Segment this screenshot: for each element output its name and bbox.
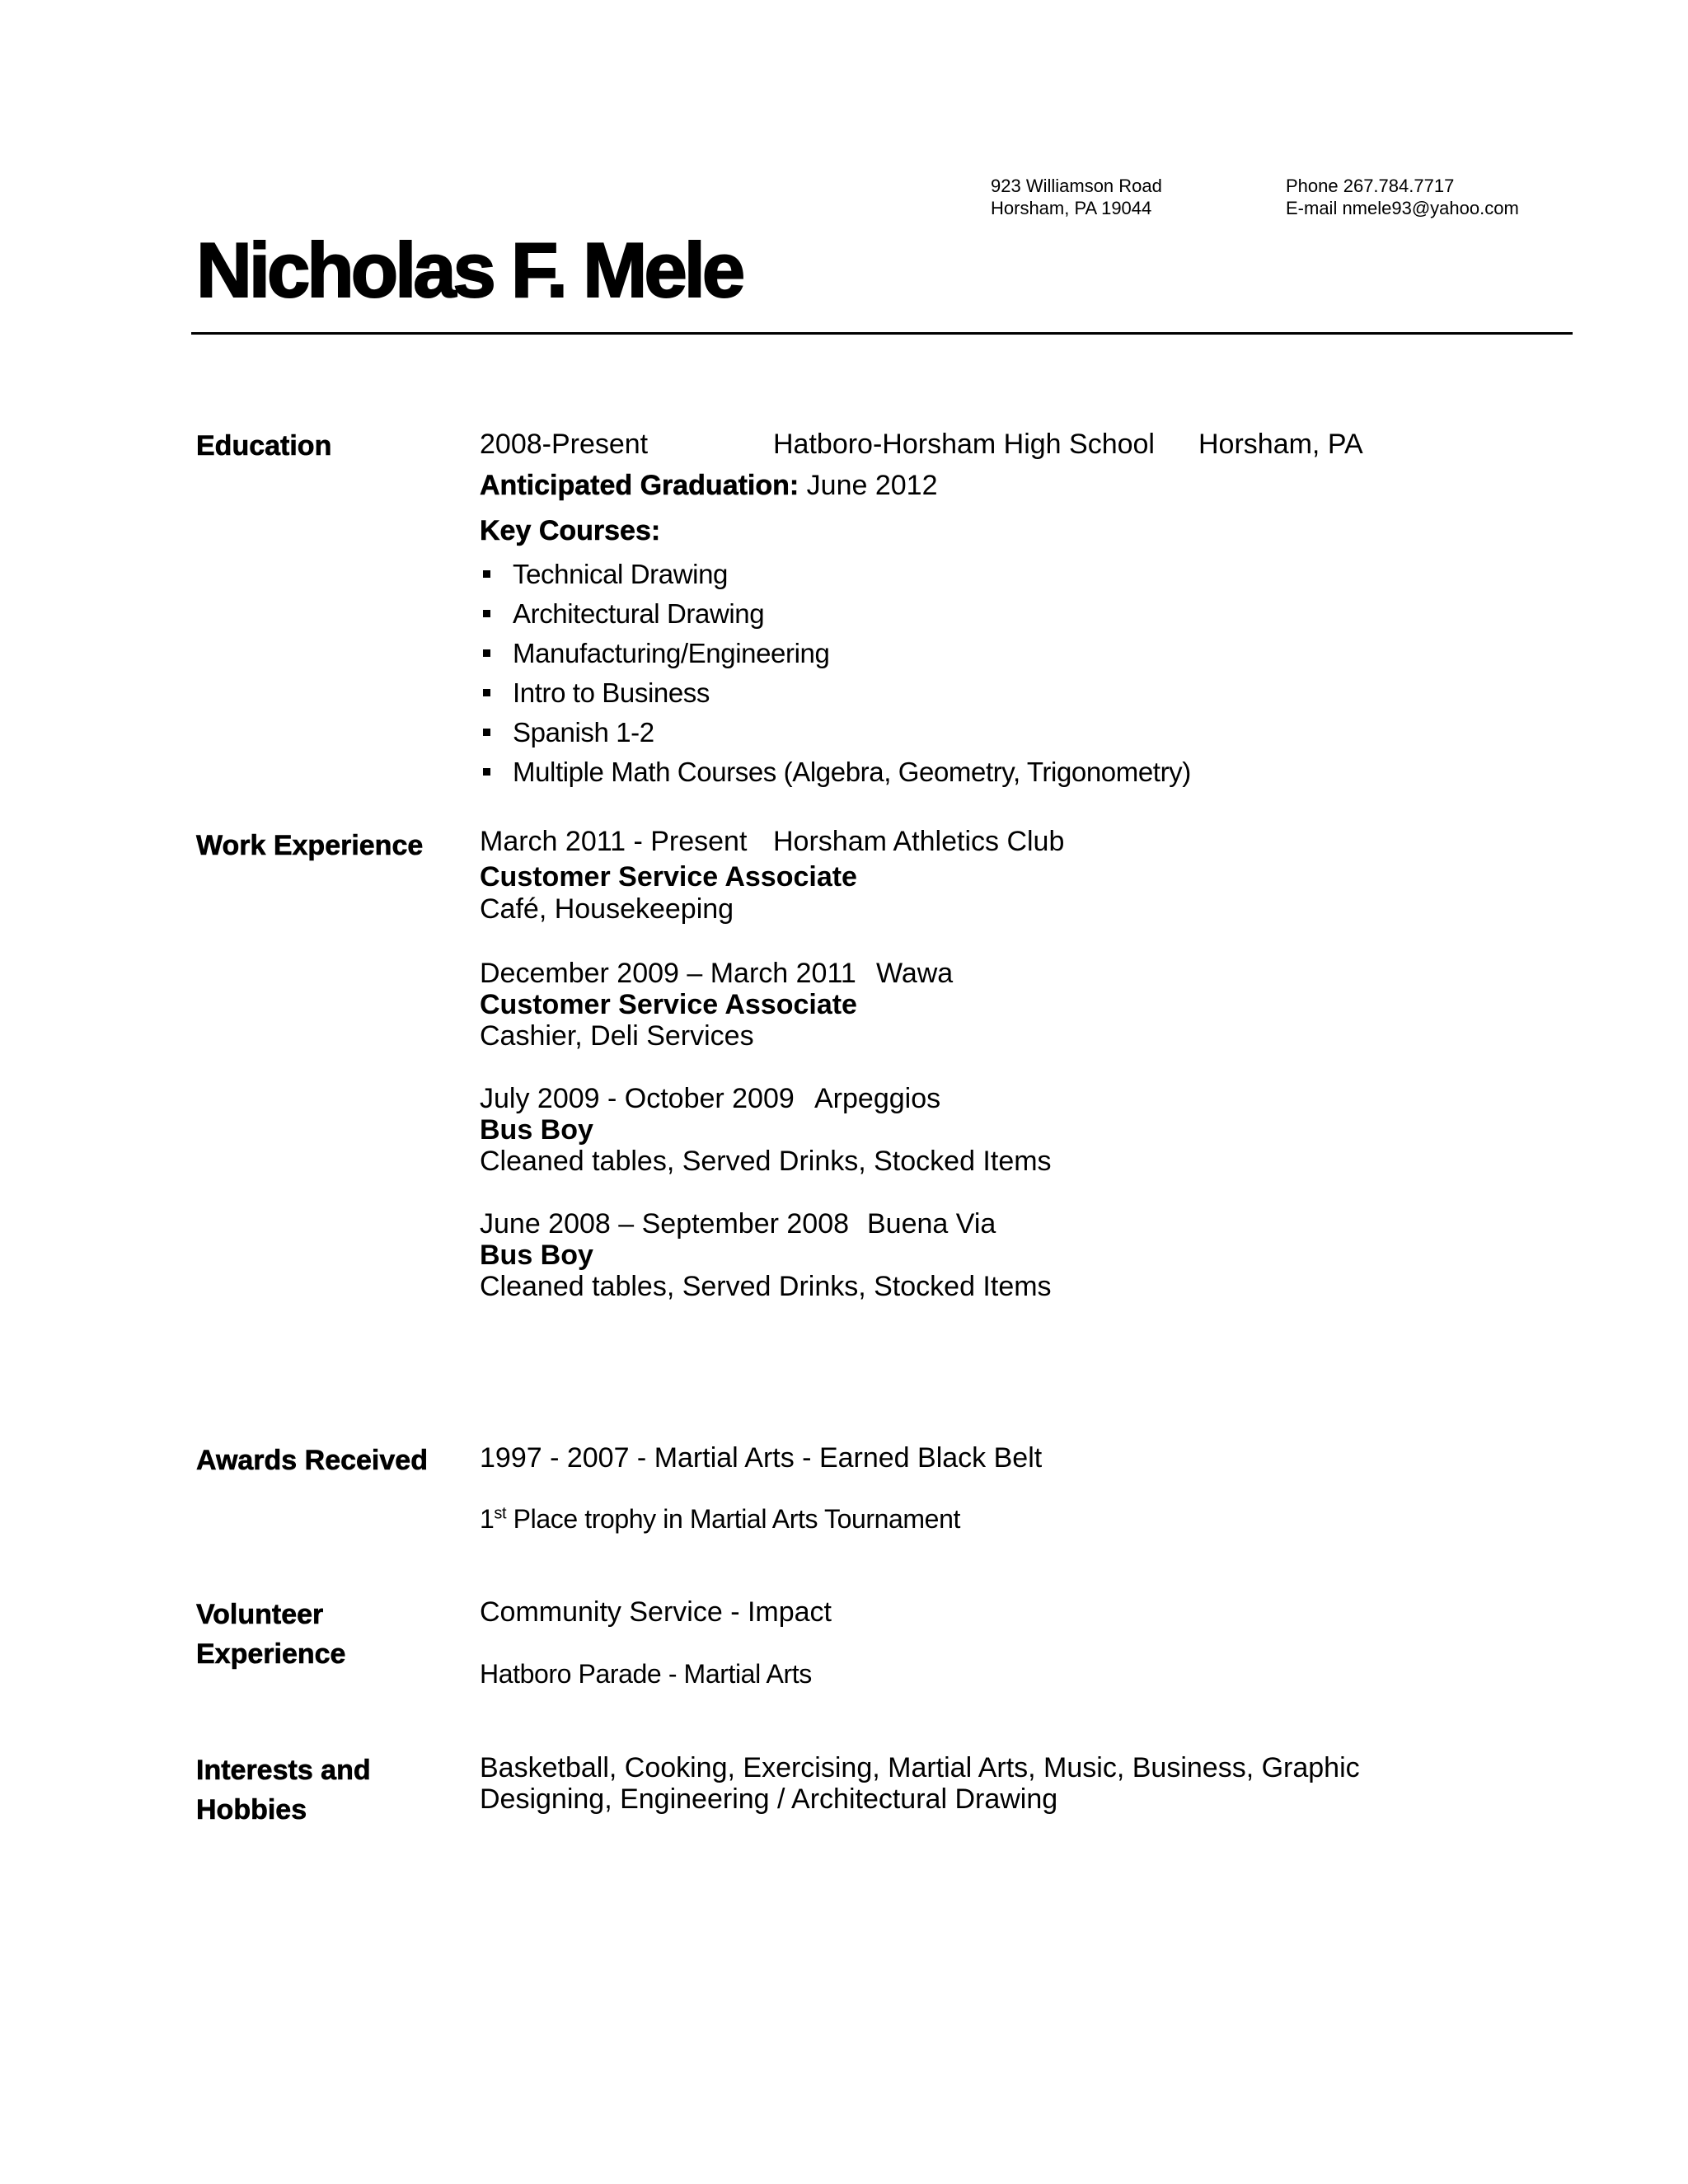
job-title: Bus Boy — [480, 1240, 593, 1271]
square-bullet-icon — [483, 649, 490, 657]
education-location: Horsham, PA — [1198, 429, 1363, 460]
square-bullet-icon — [483, 570, 490, 578]
candidate-name: Nicholas F. Mele — [196, 227, 743, 313]
job-duties: Cleaned tables, Served Drinks, Stocked Items — [480, 1146, 1052, 1177]
address-line-1: 923 Williamson Road — [991, 176, 1162, 196]
header-divider — [191, 332, 1573, 335]
education-school: Hatboro-Horsham High School — [773, 429, 1155, 460]
key-courses-list — [480, 555, 1191, 792]
email-address: E-mail nmele93@yahoo.com — [1286, 198, 1519, 218]
job-employer: Horsham Athletics Club — [773, 826, 1065, 857]
job-employer: Arpeggios — [814, 1083, 941, 1114]
job-dates: June 2008 – September 2008 — [480, 1208, 850, 1240]
graduation-line — [480, 470, 938, 501]
job-duties: Cleaned tables, Served Drinks, Stocked Items — [480, 1271, 1052, 1302]
work-experience-heading: Work Experience — [196, 830, 424, 861]
list-item: Architectural Drawing — [480, 594, 1191, 634]
list-item: Spanish 1-2 — [480, 713, 1191, 752]
job-duties: Cashier, Deli Services — [480, 1020, 754, 1052]
volunteer-item: Hatboro Parade - Martial Arts — [480, 1659, 812, 1689]
job-dates: July 2009 - October 2009 — [480, 1083, 795, 1114]
education-dates: 2008-Present — [480, 429, 649, 460]
list-item: Multiple Math Courses (Algebra, Geometry, Trigonometry) — [480, 752, 1191, 792]
volunteer-item: Community Service - Impact — [480, 1596, 832, 1628]
volunteer-heading: Volunteer Experience — [196, 1599, 346, 1670]
job-dates: December 2009 – March 2011 — [480, 958, 856, 989]
job-title: Customer Service Associate — [480, 989, 857, 1020]
education-heading: Education — [196, 430, 332, 462]
interests-heading: Interests and Hobbies — [196, 1755, 371, 1825]
address-line-2: Horsham, PA 19044 — [991, 198, 1152, 218]
job-dates: March 2011 - Present — [480, 826, 748, 857]
key-courses-heading: Key Courses: — [480, 515, 661, 546]
awards-heading: Awards Received — [196, 1445, 428, 1476]
interests-line-1: Basketball, Cooking, Exercising, Martial Arts, Music, Business, Graphic — [480, 1752, 1360, 1783]
square-bullet-icon — [483, 689, 490, 696]
contact-phone-email — [1286, 175, 1519, 219]
list-item: Technical Drawing — [480, 555, 1191, 594]
job-title: Customer Service Associate — [480, 861, 857, 893]
graduation-value: June 2012 — [799, 470, 938, 501]
job-employer: Buena Via — [867, 1208, 996, 1240]
award-item: 1st Place trophy in Martial Arts Tournament — [480, 1504, 960, 1534]
job-title: Bus Boy — [480, 1114, 593, 1146]
list-item: Manufacturing/Engineering — [480, 634, 1191, 673]
list-item: Intro to Business — [480, 673, 1191, 713]
job-employer: Wawa — [876, 958, 954, 989]
award-item: 1997 - 2007 - Martial Arts - Earned Black Belt — [480, 1442, 1043, 1474]
contact-address — [991, 175, 1162, 219]
graduation-label: Anticipated Graduation: — [480, 470, 799, 501]
job-duties: Café, Housekeeping — [480, 893, 734, 925]
interests-line-2: Designing, Engineering / Architectural Drawing — [480, 1783, 1058, 1815]
square-bullet-icon — [483, 729, 490, 736]
square-bullet-icon — [483, 768, 490, 776]
phone-number: Phone 267.784.7717 — [1286, 176, 1455, 196]
square-bullet-icon — [483, 610, 490, 617]
